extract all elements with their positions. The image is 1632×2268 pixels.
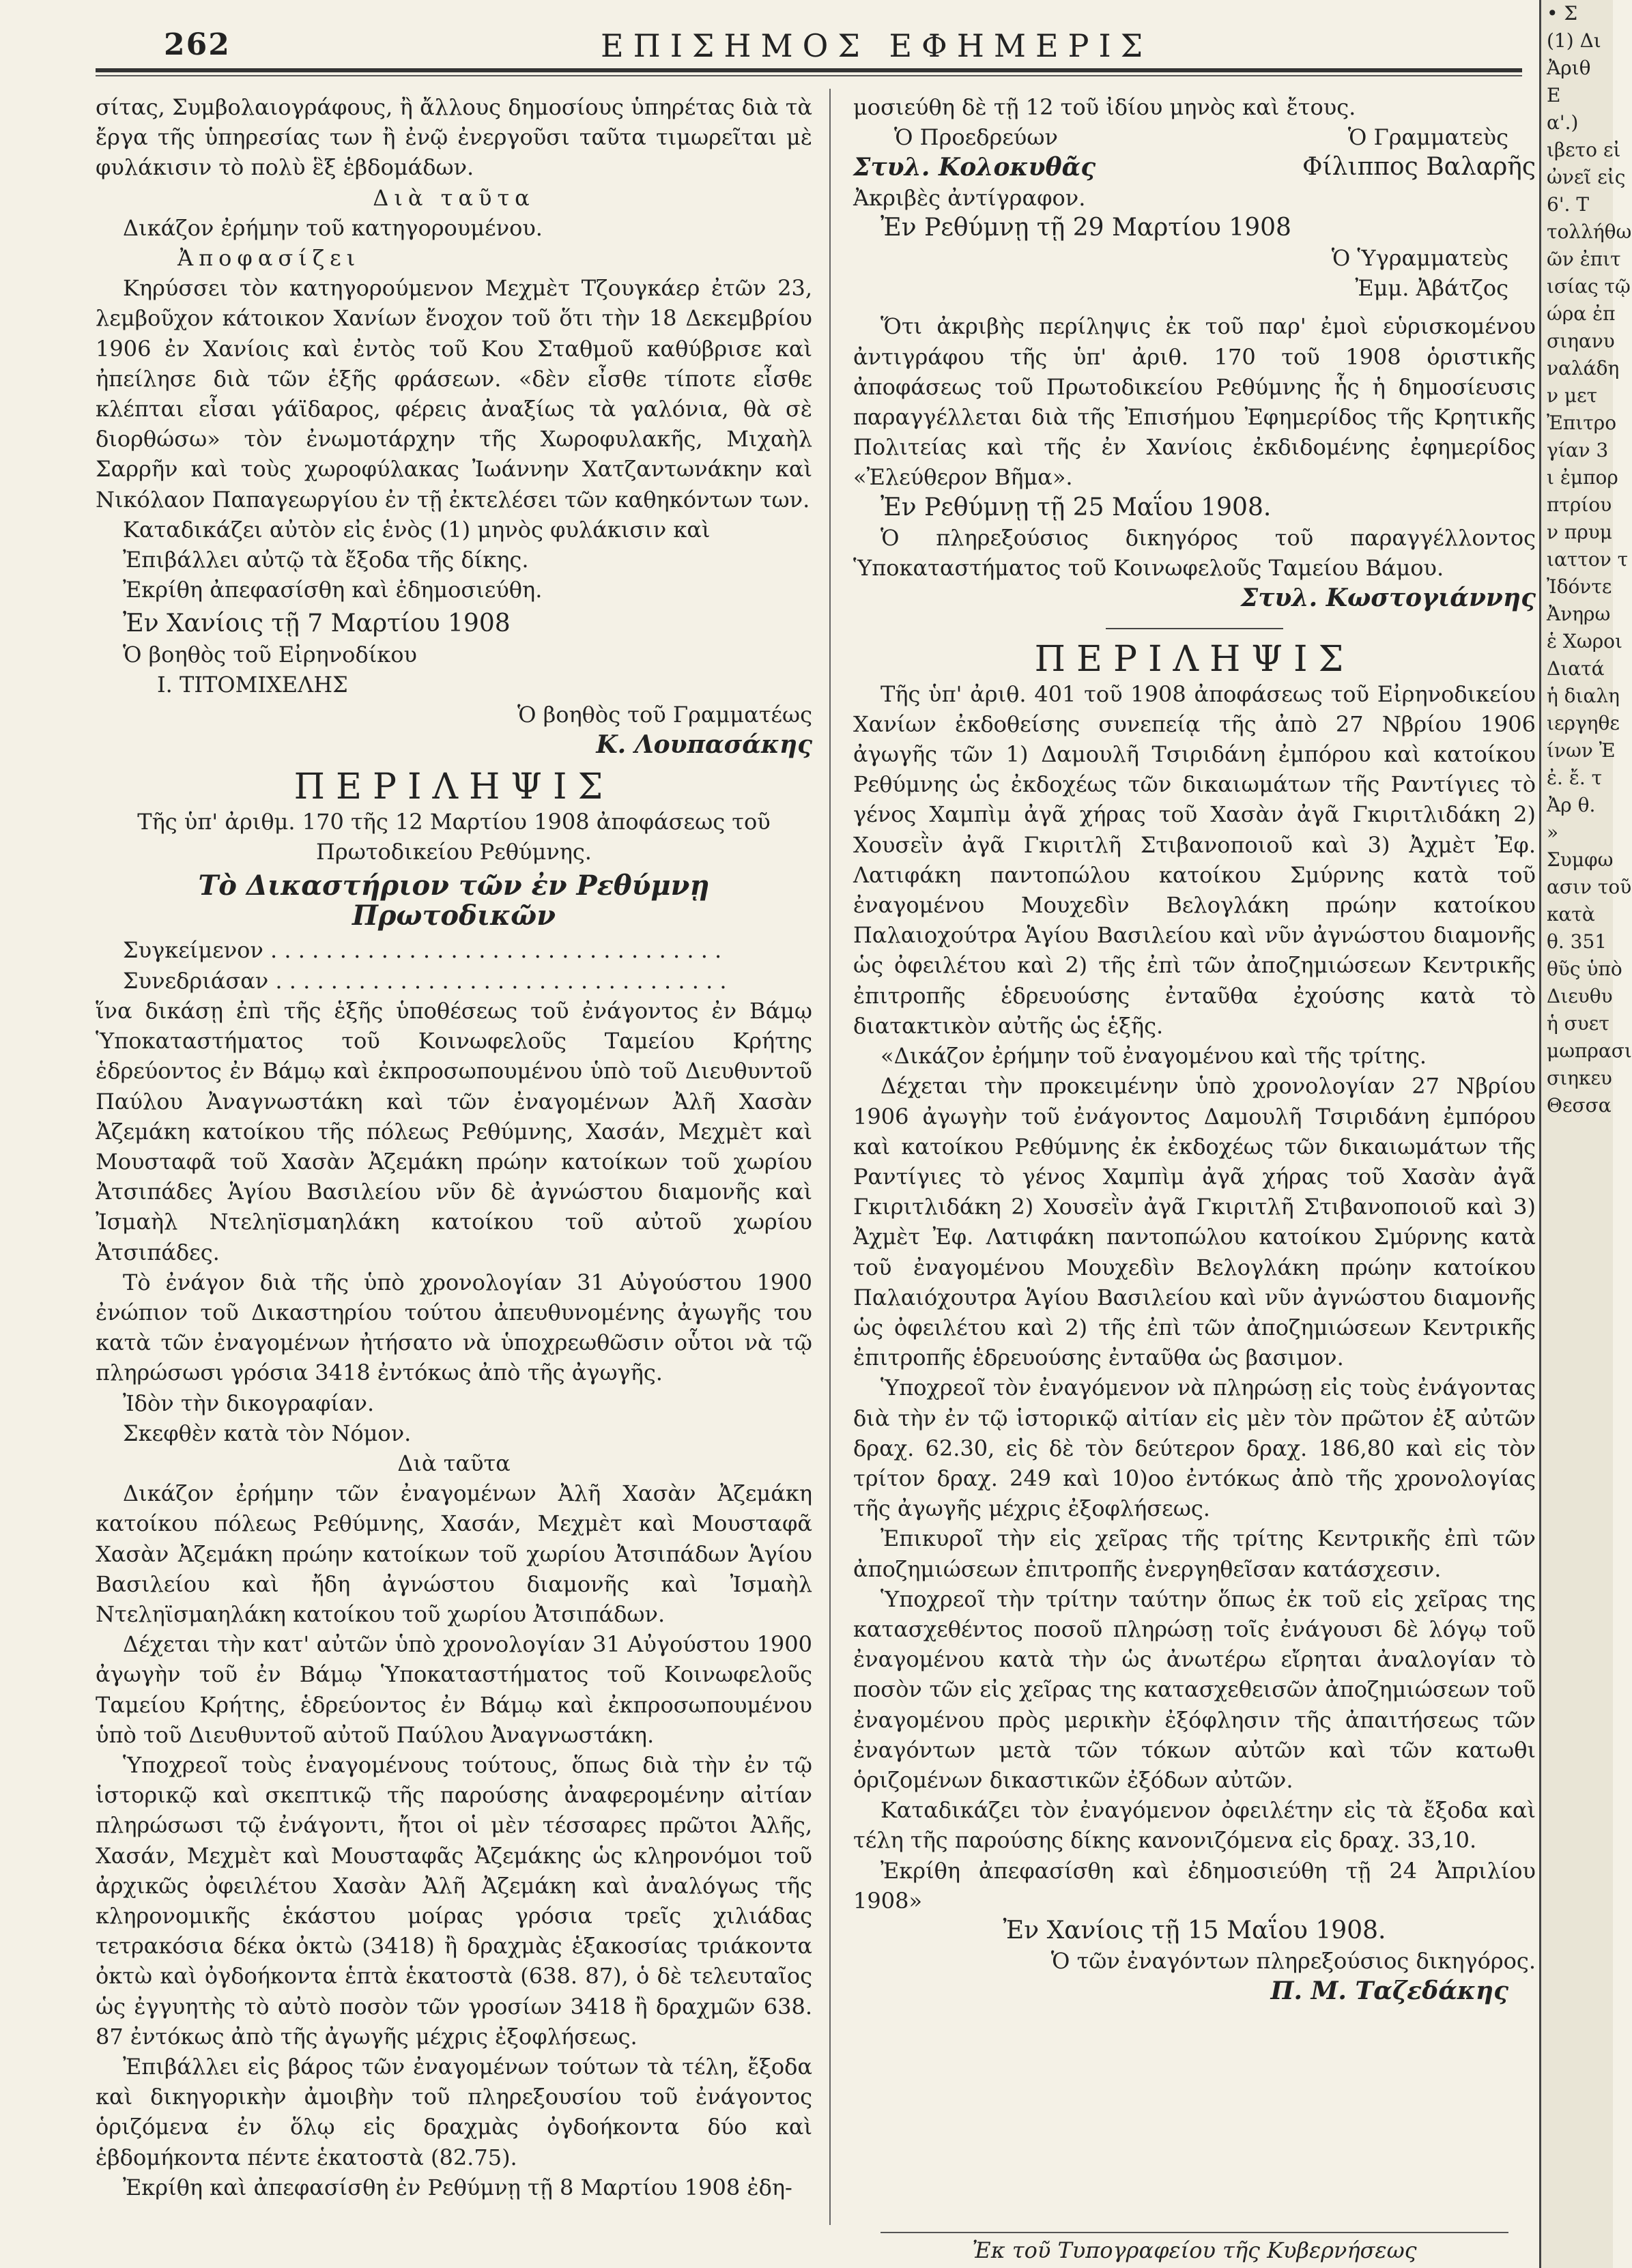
- strip-line: κατὰ: [1547, 903, 1595, 925]
- signature-name: Π. Μ. Ταζεδάκης: [1270, 1977, 1508, 2006]
- masthead-title: ΕΠΙΣΗΜΟΣ ΕΦΗΜΕΡΙΣ: [601, 27, 1153, 64]
- strip-line: ασιν τοῦ: [1547, 876, 1632, 898]
- header-rule: [96, 68, 1522, 72]
- paragraph: Τῆς ὑπ' ἀριθ. 401 τοῦ 1908 ἀποφάσεως τοῦ Εἰρηνοδικείου Χανίων ἐκδοθείσης συνεπείᾳ τῆς ἀπὸ 27 Νβρίου 1906 ἀγωγῆς τῶν 1) Δαμουλῆ Τσιριδάνη ἐμπόρου καὶ κατοίκου Ρεθύμνης ὡς ἐκδοχέως τῶν δικαιωμάτων τῆς Ραντίγιες τὸ γένος Χαμπὶμ ἀγᾶ χήρας τοῦ Χασὰν ἀγᾶ Γκιριτλιδάκη 2) Χουσεῒν ἀγᾶ Γκιριτλῆ Στιβανοποιοῦ καὶ 3) Ἀχμὲτ Ἐφ. Λατιφάκη παντοπώλου κατοίκου Σμύρνης κατὰ τοῦ ἐναγομένου Μουχεδὶν Βελογλάκη πρώην κατοίκου Παλαιοχούτρα Ἁγίου Βασιλείου καὶ νῦν ἀγνώστου διαμονῆς ὡς ὀφειλέτου καὶ 2) τῆς ἐπὶ τῶν ἀποζημιώσεων Κεντρικῆς ἐπιτροπῆς ἑδρευούσης ἐνταῦθα ἐχούσης κατὰ τὸ διατακτικὸν αὐτῆς ὡς ἑξῆς.: [853, 680, 1536, 1039]
- strip-line: ιεργηθε: [1547, 712, 1620, 734]
- paragraph: Ἐπιβάλλει αὐτῷ τὰ ἔξοδα τῆς δίκης.: [123, 547, 529, 573]
- strip-line: Ἀνηρω: [1547, 603, 1611, 625]
- paragraph: σίτας, Συμβολαιογράφους, ἢ ἄλλους δημοσίους ὑπηρέτας διὰ τὰ ἔργα τῆς ὑπηρεσίας των ἢ ἐνῷ ἐνεργοῦσι ταῦτα τιμωρεῖται μὲ φυλάκισιν τὸ πολὺ ἓξ ἑβδομάδων.: [96, 94, 812, 181]
- paragraph: Δέχεται τὴν προκειμένην ὑπὸ χρονολογίαν 27 Νβρίου 1906 ἀγωγὴν τοῦ ἐνάγοντος Δαμουλῆ Τσιριδάνη ἐμπόρου καὶ κατοίκου Ρεθύμνης ἐκ ἐκδοχέως τῶν δικαιωμάτων τῆς Ραντίγιες τὸ γένος Χαμπὶμ ἀγᾶ χήρας τοῦ Χασὰν ἀγᾶ Γκιριτλιδάκη 2) Χουσεῒν ἀγᾶ Γκιριτλῆ Στιβανοποιοῦ καὶ 3) Ἀχμὲτ Ἐφ. Λατιφάκη παντοπώλου κατοίκου Σμύρνης κατὰ τοῦ ἐναγομένου Μουχεδὶν Βελογλάκη πρώην κατοίκου Παλαιόχουτρα Ἁγίου Βασιλείου καὶ νῦν ἀγνώστου διαμονῆς ὡς ὀφειλέτου καὶ 2) τῆς ἐπὶ τῶν ἀποζημιώσεων Κεντρικῆς ἐπιτροπῆς ἑδρευούσης ἐνταῦθα ὡς βασιμον.: [853, 1073, 1536, 1371]
- paragraph: Ὑποχρεοῖ τὴν τρίτην ταύτην ὅπως ἐκ τοῦ εἰς χεῖρας της κατασχεθέντος ποσοῦ πληρώσῃ τοῖς ἐνάγουσι δὲ λόγῳ τοῦ ἐναγομένου κατὰ τὴν ὡς ἀνωτέρω εἴρηται ἀναλογίαν τὸ ποσὸν τῶν εἰς χεῖρας της κατασχεθεισῶν ἀποζημιώσεων τοῦ ἐναγομένου πρὸς μερικὴν ἐξόφλησιν τῆς ἀπαιτήσεως τῶν ἐναγόντων μετὰ τῶν τόκων αὐτῶν καὶ τῶν κατωθι ὁριζομένων δικαστικῶν ἐξόδων αὐτῶν.: [853, 1585, 1536, 1793]
- signature-name: Στυλ. Κολοκυθᾶς: [853, 153, 1096, 182]
- date-line: Ἐν Ρεθύμνῃ τῇ 29 Μαρτίου 1908: [881, 213, 1291, 242]
- paragraph: Καταδικάζει αὐτὸν εἰς ἑνὸς (1) μηνὸς φυλάκισιν καὶ: [123, 516, 711, 543]
- strip-line: α'.): [1547, 111, 1579, 134]
- paragraph: Ὅτι ἀκριβὴς περίληψις ἐκ τοῦ παρ' ἐμοὶ εὑρισκομένου ἀντιγράφου τῆς ὑπ' ἀριθ. 170 τοῦ 1908 ὁριστικῆς ἀποφάσεως τοῦ Πρωτοδικείου Ρεθύμνης ἧς ἡ δημοσίευσις παραγγέλλεται διὰ τῆς Ἐπισήμου Ἐφημερίδος τῆς Κρητικῆς Πολιτείας καὶ τῆς ἐν Χανίοις ἐκδιδομένης ἐφημερίδος «Ἐλεύθερον Βῆμα».: [853, 313, 1536, 491]
- paragraph: Καταδικάζει τὸν ἐναγόμενον ὀφειλέτην εἰς τὰ ἔξοδα καὶ τέλη τῆς παρούσης δίκης κανονιζόμενα εἰς δραχ. 33,10.: [853, 1797, 1536, 1854]
- left-column: [96, 92, 812, 2202]
- strip-line: ναλάδη: [1547, 357, 1620, 379]
- signature-role: Ὁ βοηθὸς τοῦ Γραμματέως: [517, 702, 812, 728]
- paragraph: Σκεφθὲν κατὰ τὸν Νόμον.: [123, 1420, 412, 1446]
- dotted-field: Συγκείμενον . . . . . . . . . . . . . . . . . . . . . . . . . . . . . . . . .: [123, 937, 722, 964]
- strip-line: τολλήθω: [1547, 220, 1632, 243]
- paragraph: Ὁ πληρεξούσιος δικηγόρος τοῦ παραγγέλλοντος Ὑποκαταστήματος τοῦ Κοινωφελοῦς Ταμείου Βάμου.: [853, 524, 1536, 582]
- paragraph: «Δικάζον ἐρήμην τοῦ ἐναγομένου καὶ τῆς τρίτης.: [881, 1043, 1427, 1070]
- strip-line: ἑ Χωροι: [1547, 630, 1622, 652]
- paragraph: Δικάζον ἐρήμην τοῦ κατηγορουμένου.: [123, 214, 543, 241]
- strip-line: μωπρασι: [1547, 1039, 1632, 1062]
- printer-footer: Ἐκ τοῦ Τυπογραφείου τῆς Κυβερνήσεως: [881, 2232, 1508, 2263]
- signature-row: [853, 152, 1536, 182]
- strip-line: ιαττον τ: [1547, 548, 1629, 571]
- strip-line: ιβετο εἰ: [1547, 139, 1621, 161]
- date-line: Ἐν Χανίοις τῇ 15 Μαΐου 1908.: [1003, 1916, 1386, 1944]
- strip-line: ὠνεῖ εἰς: [1547, 166, 1626, 188]
- strip-line: Ἰδόντε: [1547, 575, 1612, 598]
- paragraph: Τὸ ἐνάγον διὰ τῆς ὑπὸ χρονολογίαν 31 Αὐγούστου 1900 ἐνώπιον τοῦ Δικαστηρίου τούτου ἀπευθυνομένης ἀγωγῆς του κατὰ τῶν ἐναγομένων ἠτήσατο νὰ ὑποχρεωθῶσιν οὗτοι νὰ τῷ πληρώσωσι γρόσια 3418 ἐντόκως ἀπὸ τῆς ἀγωγῆς.: [96, 1269, 812, 1386]
- strip-line: πτρίου: [1547, 493, 1612, 516]
- date-line: Ἐν Ρεθύμνῃ τῇ 25 Μαΐου 1908.: [881, 493, 1272, 521]
- strip-line: σιηκευ: [1547, 1067, 1612, 1089]
- strip-line: ἡ διαλη: [1547, 685, 1620, 707]
- page-header: [96, 20, 1522, 68]
- page-number: 262: [164, 27, 231, 62]
- strip-line: Ἀριθ: [1547, 57, 1591, 79]
- strip-line: »: [1547, 821, 1559, 844]
- paragraph: Κηρύσσει τὸν κατηγορούμενον Μεχμὲτ Τζουγκάερ ἐτῶν 23, λεμβοῦχον κάτοικον Χανίων ἔνοχον τοῦ ὅτι τὴν 18 Δεκεμβρίου 1906 ἐν Χανίοις καὶ ἐντὸς τοῦ Κου Σταθμοῦ καθύβρισε καὶ ἠπείλησε διὰ τῶν ἑξῆς φράσεων. «δὲν εἶσθε τίποτε εἶσθε κλέπται εἶσαι γάϊδαρος, φέρεις ἀναξίως τὰ γαλόνια, θὰ σὲ διορθώσω» τὸν ἐνωμοτάρχην τῆς Χωροφυλακῆς, Μιχαὴλ Σαρρῆν καὶ τοὺς χωροφύλακας Ἰωάννην Χατζαντωνάκην καὶ Νικόλαον Παπαγεωργίου ἐν τῇ ἐκτελέσει τῶν καθηκόντων των.: [96, 275, 812, 513]
- signature-role: Ὁ Προεδρεύων: [894, 124, 1058, 151]
- strip-line: ἐ. ἔ. τ: [1547, 766, 1603, 789]
- court-title: Τὸ Δικαστήριον τῶν ἐν Ρεθύμνῃ Πρωτοδικῶν: [198, 870, 710, 932]
- paragraph: Ὑποχρεοῖ τὸν ἐναγόμενον νὰ πληρώσῃ εἰς τοὺς ἐνάγοντας διὰ τὴν ἐν τῷ ἱστορικῷ αἰτίαν εἰς μὲν τὸν πρῶτον ἐξ αὐτῶν δραχ. 62.30, εἰς δὲ τὸν δεύτερον δραχ. 186,80 καὶ εἰς τὸν τρίτον δραχ. 249 καὶ 10)οο ἐντόκως ἀπὸ τῆς χρονολογίας τῆς ἀγωγῆς μέχρις ἐξοφλήσεως.: [853, 1375, 1536, 1522]
- strip-line: (1) Δι: [1547, 29, 1601, 52]
- strip-line: Συμφω: [1547, 848, 1614, 871]
- signature-name: Ι. ΤΙΤΟΜΙΧΕΛΗΣ: [157, 671, 348, 698]
- paragraph: Ἐκρίθη ἀπεφασίσθη καὶ ἐδημοσιεύθη.: [123, 577, 543, 603]
- strip-line: θῦς ὑπὸ: [1547, 958, 1622, 980]
- strip-line: 6'. Τ: [1547, 193, 1589, 216]
- strip-line: σιηανυ: [1547, 330, 1615, 352]
- paragraph: μοσιεύθη δὲ τῇ 12 τοῦ ἰδίου μηνὸς καὶ ἔτους.: [853, 94, 1356, 120]
- paragraph: Ὑποχρεοῖ τοὺς ἐναγομένους τούτους, ὅπως διὰ τὴν ἐν τῷ ἱστορικῷ καὶ σκεπτικῷ τῆς παρούσης ἀναφερομένην αἰτίαν πληρώσωσι τῷ ἐνάγοντι, ἤτοι οἱ μὲν τέσσαρες πρῶτοι Ἀλῆς, Χασάν, Μεχμὲτ καὶ Μουσταφᾶς Ἀζεμάκης ὡς κληρονόμοι τοῦ ἀρχικῶς ὀφειλέτου Χασὰν Ἀλῆ Ἀζεμάκη καὶ ἀναλόγως τῆς κληρονομικῆς ἑκάστου μοίρας γρόσια τρεῖς χιλιάδας τετρακόσια δέκα ὀκτὼ (3418) ἢ δραχμὰς ἑξακοσίας τριάκοντα ὀκτὼ καὶ ὀγδοήκοντα ἑπτὰ ἑκατοστὰ (638. 87), ὁ δὲ τελευταῖος ὡς ἐγγυητὴς τὸ αὐτὸ ποσὸν τῶν γροσίων 3418 ἢ δραχμῶν 638. 87 ἐντόκως ἀπὸ τῆς ἀγωγῆς μέχρις ἐξοφλήσεως.: [96, 1751, 812, 2050]
- dotted-field: Συνεδριάσαν . . . . . . . . . . . . . . . . . . . . . . . . . . . . . . . . .: [123, 967, 727, 994]
- strip-line: ι ἐμπορ: [1547, 466, 1618, 489]
- paragraph: Ἰδὸν τὴν δικογραφίαν.: [123, 1390, 375, 1416]
- section-label: Διὰ ταῦτα: [373, 184, 535, 211]
- strip-line: ῶν ἐπιτ: [1547, 248, 1621, 270]
- signature-role: Ὁ τῶν ἐναγόντων πληρεξούσιος δικηγόρος.: [1050, 1948, 1536, 1975]
- section-label: Ἀποφασίζει: [177, 245, 361, 272]
- strip-line: Θεσσα: [1547, 1094, 1612, 1117]
- section-heading: ΠΕΡΙΛΗΨΙΣ: [294, 766, 614, 808]
- strip-line: Ἀρ θ.: [1547, 794, 1596, 816]
- signature-name: Ἐμμ. Ἀβάτζος: [1355, 275, 1508, 302]
- paragraph: Δέχεται τὴν κατ' αὐτῶν ὑπὸ χρονολογίαν 31 Αὐγούστου 1900 ἀγωγὴν τοῦ ἐν Βάμῳ Ὑποκαταστήματος τοῦ Κοινωφελοῦς Ταμείου Κρήτης, ἑδρεύοντος ἐν Βάμῳ καὶ ἐκπροσωπουμένου ὑπὸ τοῦ Διευθυντοῦ αὐτοῦ Παύλου Ἀναγνωστάκη.: [96, 1631, 812, 1748]
- section-rule: [1106, 628, 1283, 629]
- strip-line: ίνων Ἐ: [1547, 739, 1616, 762]
- strip-line: Διευθυ: [1547, 985, 1613, 1007]
- signature-name: Στυλ. Κωστογιάννης: [1240, 584, 1536, 613]
- section-heading: ΠΕΡΙΛΗΨΙΣ: [1034, 639, 1355, 680]
- strip-line: ν μετ: [1547, 384, 1598, 407]
- column-divider: [829, 89, 831, 2225]
- strip-line: Ε: [1547, 84, 1561, 106]
- paragraph: Ἐπιβάλλει εἰς βάρος τῶν ἐναγομένων τούτων τὰ τέλη, ἔξοδα καὶ δικηγορικὴν ἀμοιβὴν τοῦ πληρεξουσίου τοῦ ἐνάγοντος ὁριζόμενα ἐν ὅλῳ εἰς δραχμὰς ὀγδοήκοντα δύο καὶ ἑβδομήκοντα πέντε ἑκατοστὰ (82.75).: [96, 2054, 812, 2170]
- strip-line: Ἐπιτρο: [1547, 412, 1617, 434]
- strip-line: ισίας τῷ: [1547, 275, 1631, 298]
- strip-line: ώρα ἐπ: [1547, 302, 1616, 325]
- paragraph: Ἐκρίθη ἀπεφασίσθη καὶ ἐδημοσιεύθη τῇ 24 Ἀπριλίου 1908»: [853, 1857, 1536, 1914]
- signature-role: Ὁ Γραμματεὺς: [1347, 124, 1508, 151]
- strip-line: Διατά: [1547, 657, 1605, 680]
- strip-line: • Σ: [1547, 2, 1578, 25]
- paragraph: Ἐπικυροῖ τὴν εἰς χεῖρας τῆς τρίτης Κεντρικῆς ἐπὶ τῶν ἀποζημιώσεων ἐπιτροπῆς ἐνεργηθεῖσαν κατάσχεσιν.: [853, 1525, 1536, 1582]
- signature-role: Ὁ βοηθὸς τοῦ Εἰρηνοδίκου: [123, 641, 417, 668]
- paragraph: Ἐκρίθη καὶ ἀπεφασίσθη ἐν Ρεθύμνῃ τῇ 8 Μαρτίου 1908 ἐδη-: [123, 2174, 792, 2200]
- paragraph: Δικάζον ἐρήμην τῶν ἐναγομένων Ἀλῆ Χασὰν Ἀζεμάκη κατοίκου πόλεως Ρεθύμνης, Χασάν, Μεχμὲτ καὶ Μουσταφᾶ Χασὰν Ἀζεμάκη πρώην κατοίκων τοῦ χωρίου Ἀτσιπάδων Ἁγίου Βασιλείου καὶ ἤδη ἀγνώστου διαμονῆς καὶ Ἰσμαὴλ Ντεληϊσμαηλάκη κατοίκου τοῦ χωρίου Ἀτσιπάδων.: [96, 1480, 812, 1627]
- paragraph: ἵνα δικάσῃ ἐπὶ τῆς ἑξῆς ὑποθέσεως τοῦ ἐνάγοντος ἐν Βάμῳ Ὑποκαταστήματος τοῦ Κοινωφελοῦς Ταμείου Κρήτης ἑδρεύοντος ἐν Βάμῳ καὶ ἐκπροσωπουμένου ὑπὸ τοῦ Διευθυντοῦ Παύλου Ἀναγνωστάκη καὶ τῶν ἐναγομένων Ἀλῆ Χασὰν Ἀζεμάκη κατοίκου τῆς πόλεως Ρεθύμνης, Χασάν, Μεχμὲτ καὶ Μουσταφᾶ τοῦ Χασὰν Ἀζεμάκη πρώην κατοίκων τοῦ χωρίου Ἀτσιπάδες Ἁγίου Βασιλείου νῦν δὲ ἀγνώστου διαμονῆς καὶ Ἰσμαὴλ Ντεληϊσμαηλάκη κατοίκου τοῦ αὐτοῦ χωρίου Ἀτσιπάδες.: [96, 997, 812, 1265]
- strip-line: ἡ συετ: [1547, 1012, 1609, 1035]
- adjacent-page-strip: [1539, 0, 1632, 2268]
- paragraph: Ἀκριβὲς ἀντίγραφον.: [853, 184, 1086, 211]
- signature-name: Κ. Λουπασάκης: [596, 730, 812, 760]
- signature-role: Ὁ Ὑγραμματεὺς: [1331, 245, 1508, 272]
- section-label: Διὰ ταῦτα: [397, 1450, 511, 1476]
- decision-reference: Τῆς ὑπ' ἀριθμ. 170 τῆς 12 Μαρτίου 1908 ἀποφάσεως τοῦ Πρωτοδικείου Ρεθύμνης.: [137, 808, 771, 865]
- strip-line: θ. 351: [1547, 930, 1607, 953]
- signature-row: [853, 122, 1536, 152]
- header-rule-thin: [96, 75, 1522, 76]
- signature-name: Φίλιππος Βαλαρῆς: [1302, 153, 1536, 182]
- date-line: Ἐν Χανίοις τῇ 7 Μαρτίου 1908: [123, 609, 511, 638]
- strip-line: γίαν 3: [1547, 439, 1609, 461]
- right-column: [853, 92, 1536, 2007]
- strip-line: ν πρυμ: [1547, 521, 1613, 543]
